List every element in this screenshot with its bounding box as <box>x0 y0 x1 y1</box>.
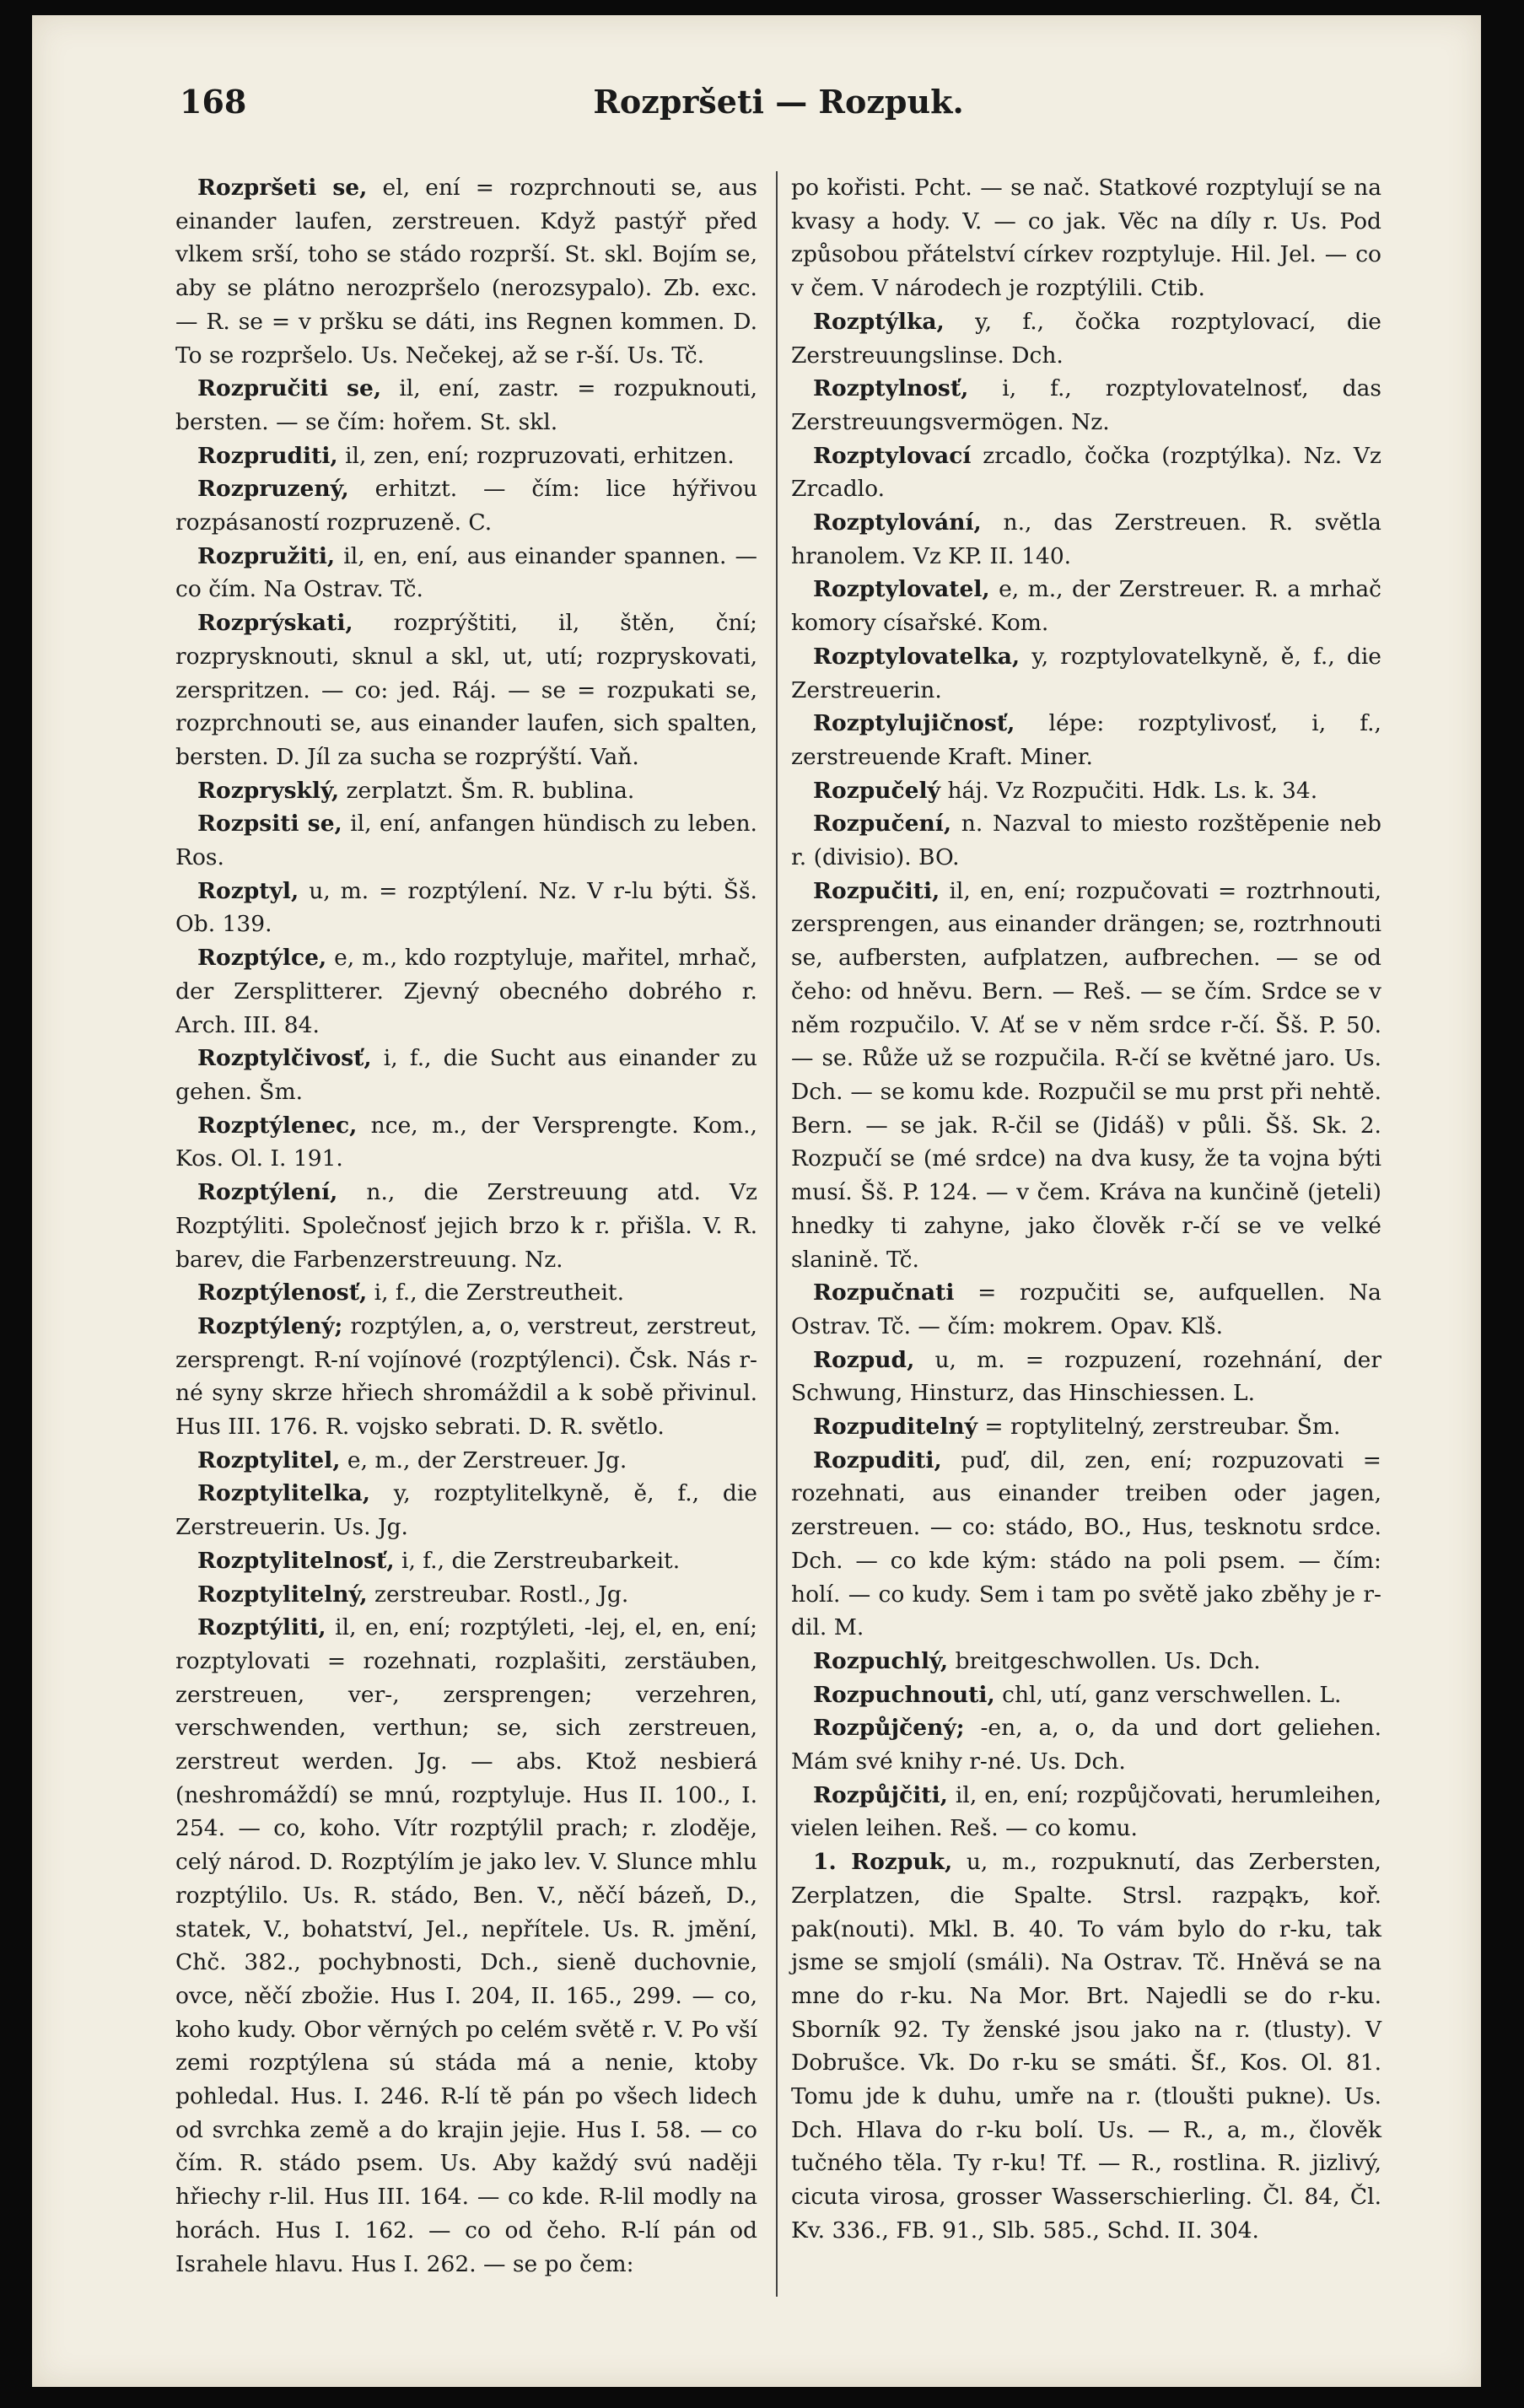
entry-headword: Rozptýliti, <box>197 1614 326 1641</box>
entry-headword: Rozpuditi, <box>813 1446 942 1473</box>
entry-headword: Rozprysklý, <box>197 777 340 804</box>
dictionary-entry <box>175 941 757 1042</box>
entry-headword: Rozptýlenec, <box>197 1112 358 1139</box>
dictionary-entry <box>791 807 1381 874</box>
dictionary-entry <box>791 171 1381 305</box>
entry-headword: Rozpučiti, <box>813 877 940 904</box>
page-header <box>180 83 1377 133</box>
dictionary-page <box>32 15 1481 2387</box>
dictionary-entry <box>791 506 1381 573</box>
dictionary-entry <box>175 1444 757 1478</box>
entry-definition: po kořisti. Pcht. — se nač. Statkové rozptylují se na kvasy a hody. V. — co jak. Věc na díly r. Us. Pod způsobou přátelství církev rozptyluje. Hil. Jel. — co v čem. V národech je rozptýlili. Ctib. <box>791 175 1381 302</box>
entry-headword: Rozptylitelka, <box>197 1480 370 1507</box>
entry-definition: lépe: rozptylivosť, i, f., zerstreuende Kraft. Miner. <box>791 710 1381 770</box>
dictionary-entry <box>791 1678 1381 1712</box>
entry-definition: e, m., der Zerstreuer. R. a mrhač komory císařské. Kom. <box>791 576 1381 637</box>
dictionary-entry <box>791 1444 1381 1645</box>
entry-definition: il, en, ení; rozpůjčovati, herumleihen, vielen leihen. Reš. — co komu. <box>791 1781 1381 1842</box>
entry-headword: Rozpruditi, <box>197 442 338 469</box>
entry-definition: puď, dil, zen, ení; rozpuzovati = rozehnati, aus einander treiben oder jagen, zerstreuen. — co: stádo, BO., Hus, tesknotu srdce. Dch. — co kde kým: stádo na poli psem. — čím: holí. — co kudy. Sem i tam po světě jako zběhy je r-dil. M. <box>791 1446 1381 1641</box>
dictionary-entry <box>791 640 1381 707</box>
entry-headword: Rozpsiti se, <box>197 811 342 838</box>
entry-headword: Rozptylujičnosť, <box>813 710 1015 737</box>
entry-definition: il, en, ení; rozpučovati = roztrhnouti, zersprengen, aus einander drängen; se, roztrhnouti se, aufbersten, aufplatzen, aufbrechen. — se od čeho: od hněvu. Bern. — Reš. — se čím. Srdce se v něm rozpučilo. V. Ať se v něm srdce r-čí. Šš. P. 50. — se. Růže už se rozpučila. R-čí se květné jaro. Us. Dch. — se komu kde. Rozpučil se mu prst při nehtě. Bern. — se jak. R-čil se (Jidáš) v půli. Šš. Sk. 2. Rozpučí se (mé srdce) na dva kusy, že ta vojna býti musí. Šš. P. 124. — v čem. Kráva na kunčině (jeteli) hnedky ti zahyne, jako člověk r-čí se ve velké slanině. Tč. <box>791 877 1381 1273</box>
entry-headword: Rozpružiti, <box>197 542 336 569</box>
entry-headword: Rozpuchnouti, <box>813 1681 995 1708</box>
entry-definition: n., die Zerstreuung atd. Vz Rozptýliti. Společnosť jejich brzo k r. přišla. V. R. barev, die Farbenzerstreuung. Nz. <box>175 1179 757 1273</box>
left-column <box>175 171 757 2281</box>
entry-headword: Rozptylovatel, <box>813 576 990 603</box>
entry-headword: Rozptýlený; <box>197 1312 343 1339</box>
entry-definition: e, m., kdo rozptyluje, mařitel, mrhač, der Zersplitterer. Zjevný obecného dobrého r. Arch. III. 84. <box>175 945 757 1038</box>
dictionary-entry <box>791 372 1381 439</box>
entry-headword: Rozpůjčiti, <box>813 1781 948 1808</box>
dictionary-entry <box>175 1477 757 1543</box>
entry-headword: Rozpršeti se, <box>197 175 368 201</box>
dictionary-entry <box>175 540 757 606</box>
dictionary-entry <box>175 807 757 874</box>
dictionary-entry <box>175 1109 757 1176</box>
entry-definition: i, f., die Sucht aus einander zu gehen. Šm. <box>175 1045 757 1105</box>
entry-definition: e, m., der Zerstreuer. Jg. <box>347 1446 627 1473</box>
dictionary-entry <box>791 875 1381 1276</box>
entry-headword: Rozptylnosť, <box>813 375 969 402</box>
entry-headword: Rozpud, <box>813 1346 915 1373</box>
entry-definition: rozptýlen, a, o, verstreut, zerstreut, zersprengt. R-ní vojínové (rozptýlenci). Čsk. Nás r-né syny skrze hřiech shromáždil a k sobě přivinul. Hus III. 176. R. vojsko sebrati. D. R. světlo. <box>175 1312 757 1441</box>
dictionary-entry <box>175 606 757 774</box>
dictionary-entry <box>791 707 1381 773</box>
entry-definition: = roptylitelný, zerstreubar. Šm. <box>984 1414 1341 1441</box>
entry-headword: Rozpuchlý, <box>813 1647 949 1674</box>
entry-definition: zrcadlo, čočka (rozptýlka). Nz. Vz Zrcadlo. <box>791 442 1381 503</box>
dictionary-entry <box>791 774 1381 808</box>
entry-definition: y, rozptylovatelkyně, ě, f., die Zerstreuerin. <box>791 643 1381 703</box>
entry-definition: u, m., rozpuknutí, das Zerbersten, Zerplatzen, die Spalte. Strsl. razpąkъ, koř. pak(nouti). Mkl. B. 40. To vám bylo do r-ku, tak jsme se smjolí (smáli). Na Ostrav. Tč. Hněvá se na mne do r-ku. Na Mor. Brt. Najedli se do r-ku. Sborník 92. Ty ženské jsou jako na r. (tlusty). V Dobrušce. Vk. Do r-ku se smáti. Šf., Kos. Ol. 81. Tomu jde k duhu, umře na r. (tloušti pukne). Us. Dch. Hlava do r-ku bolí. Us. — R., a, m., člověk tučného těla. Ty r-ku! Tf. — R., rostlina. R. jizlivý, cicuta virosa, grosser Wasserschierling. Čl. 84, Čl. Kv. 336., FB. 91., Slb. 585., Schd. II. 304. <box>791 1849 1381 2244</box>
entry-definition: i, f., die Zerstreutheit. <box>374 1279 624 1306</box>
dictionary-entry <box>175 472 757 539</box>
entry-headword: Rozptylitelnosť, <box>197 1547 395 1574</box>
entry-definition: el, ení = rozprchnouti se, aus einander laufen, zerstreuen. Když pastýř před vlkem srší, toho se stádo rozprší. St. skl. Bojím se, aby se plátno nerozpršelo (nerozsypalo). Zb. exc. — R. se = v pršku se dáti, ins Regnen kommen. D. To se rozpršelo. Us. Nečekej, až se r-ší. Us. Tč. <box>175 175 757 369</box>
dictionary-entry <box>791 1410 1381 1444</box>
dictionary-entry <box>175 1310 757 1444</box>
entry-headword: Rozpruzený, <box>197 476 349 503</box>
entry-definition: il, ení, anfangen hündisch zu leben. Ros. <box>175 811 757 871</box>
dictionary-entry <box>791 439 1381 506</box>
entry-definition: il, zen, ení; rozpruzovati, erhitzen. <box>345 442 735 469</box>
entry-headword: Rozptylovatelka, <box>813 643 1020 670</box>
entry-definition: nce, m., der Versprengte. Kom., Kos. Ol. I. 191. <box>175 1112 757 1172</box>
entry-definition: il, en, ení, aus einander spannen. — co čím. Na Ostrav. Tč. <box>175 542 757 603</box>
entry-headword: Rozpuditelný <box>813 1414 977 1441</box>
entry-definition: il, en, ení; rozptýleti, -lej, el, en, ení; rozptylovati = rozehnati, rozplašiti, zerstäuben, zerstreuen, ver-, zersprengen; verzehren, verschwenden, verthun; se, sich zerstreuen, zerstreut werden. Jg. — abs. Ktož nesbierá (neshromáždí) se mnú, rozptyluje. Hus II. 100., I. 254. — co, koho. Vítr rozptýlil prach; r. zloděje, celý národ. D. Rozptýlím je jako lev. V. Slunce mhlu rozptýlilo. Us. R. stádo, Ben. V., něčí bázeň, D., statek, V., bohatství, Jel., nepřítele. Us. R. jmění, Chč. 382., pochybnosti, Dch., sieně duchovnie, ovce, něčí zbožie. Hus I. 204, II. 165., 299. — co, koho kudy. Obor věrných po celém světě r. V. Po vší zemi rozptýlena sú stáda má a nenie, ktoby pohledal. Hus. I. 246. R-lí tě pán po všech lidech od svrchka země a do krajin jejie. Hus I. 58. — co čím. R. stádo psem. Us. Aby každý svú naději hřiechy r-lil. Hus III. 164. — co kde. R-lil modly na horách. Hus I. 162. — co od čeho. R-lí pán od Israhele hlavu. Hus I. 262. — se po čem: <box>175 1614 757 2277</box>
entry-definition: i, f., rozptylovatelnosť, das Zerstreuungsvermögen. Nz. <box>791 375 1381 435</box>
entry-headword: Rozptylčivosť, <box>197 1045 372 1072</box>
entry-headword: Rozpučení, <box>813 811 952 838</box>
entry-headword: Rozpučnati <box>813 1279 955 1306</box>
entry-definition: u, m. = rozptýlení. Nz. V r-lu býti. Šš. Ob. 139. <box>175 877 757 938</box>
entry-definition: y, rozptylitelkyně, ě, f., die Zerstreuerin. Us. Jg. <box>175 1480 757 1541</box>
dictionary-entry <box>175 875 757 941</box>
entry-definition: i, f., die Zerstreubarkeit. <box>401 1547 681 1574</box>
dictionary-entry <box>175 1611 757 2281</box>
entry-definition: -en, a, o, da und dort geliehen. Mám své knihy r-né. Us. Dch. <box>791 1715 1381 1775</box>
entry-definition: zerplatzt. Šm. R. bublina. <box>346 777 635 804</box>
dictionary-entry <box>175 171 757 372</box>
entry-headword: Rozpučelý <box>813 777 941 804</box>
entry-definition: n. Nazval to miesto rozštěpenie neb r. (divisio). BO. <box>791 811 1381 871</box>
page-number: 168 <box>180 83 247 121</box>
dictionary-entry <box>175 1176 757 1276</box>
entry-headword: Rozptýlenosť, <box>197 1279 368 1306</box>
dictionary-entry <box>791 1845 1381 2247</box>
entry-definition: rozprýštiti, il, štěn, ční; rozprysknouti, sknul a skl, ut, utí; rozpryskovati, zerspritzen. — co: jed. Ráj. — se = rozpukati se, rozprchnouti se, aus einander laufen, sich spalten, bersten. D. Jíl za sucha se rozprýští. Vaň. <box>175 610 757 770</box>
right-column <box>791 171 1381 2248</box>
entry-definition: il, ení, zastr. = rozpuknouti, bersten. — se čím: hořem. St. skl. <box>175 375 757 435</box>
entry-definition: breitgeschwollen. Us. Dch. <box>955 1647 1261 1674</box>
entry-definition: erhitzt. — čím: lice hýřivou rozpásaností rozpruzeně. C. <box>175 476 757 536</box>
entry-definition: u, m. = rozpuzení, rozehnání, der Schwung, Hinsturz, das Hinschiessen. L. <box>791 1346 1381 1407</box>
entry-definition: y, f., čočka rozptylovací, die Zerstreuungslinse. Dch. <box>791 308 1381 369</box>
entry-headword: Rozptýlce, <box>197 945 327 972</box>
entry-headword: Rozpručiti se, <box>197 375 382 402</box>
dictionary-entry <box>791 1344 1381 1410</box>
entry-headword: Rozpůjčený; <box>813 1715 965 1742</box>
entry-definition: chl, utí, ganz verschwellen. L. <box>1002 1681 1342 1708</box>
dictionary-entry <box>791 1711 1381 1778</box>
dictionary-entry <box>791 1276 1381 1343</box>
entry-headword: Rozptylovací <box>813 442 972 469</box>
entry-definition: = rozpučiti se, aufquellen. Na Ostrav. Tč. — čím: mokrem. Opav. Klš. <box>791 1279 1381 1339</box>
dictionary-entry <box>791 573 1381 639</box>
dictionary-entry <box>175 1578 757 1612</box>
dictionary-entry <box>175 372 757 439</box>
entry-headword: Rozptylitel, <box>197 1446 341 1473</box>
dictionary-entry <box>175 1042 757 1108</box>
dictionary-entry <box>175 774 757 808</box>
entry-headword: Rozptýlka, <box>813 308 945 335</box>
dictionary-entry <box>175 1544 757 1578</box>
entry-headword: Rozptylitelný, <box>197 1581 368 1608</box>
entry-definition: zerstreubar. Rostl., Jg. <box>374 1581 629 1608</box>
entry-headword: Rozptylování, <box>813 509 982 536</box>
entry-headword: Rozptyl, <box>197 877 299 904</box>
dictionary-entry <box>791 305 1381 372</box>
dictionary-entry <box>175 439 757 473</box>
entry-headword: Rozptýlení, <box>197 1179 338 1206</box>
entry-headword: Rozprýskati, <box>197 610 353 637</box>
column-divider <box>776 171 778 2297</box>
dictionary-entry <box>791 1779 1381 1845</box>
dictionary-entry <box>791 1645 1381 1678</box>
entry-definition: háj. Vz Rozpučiti. Hdk. Ls. k. 34. <box>947 777 1318 804</box>
dictionary-entry <box>175 1276 757 1310</box>
entry-headword: 1. Rozpuk, <box>813 1849 953 1876</box>
running-head: Rozpršeti — Rozpuk. <box>593 83 964 121</box>
entry-definition: n., das Zerstreuen. R. světla hranolem. Vz KP. II. 140. <box>791 509 1381 569</box>
